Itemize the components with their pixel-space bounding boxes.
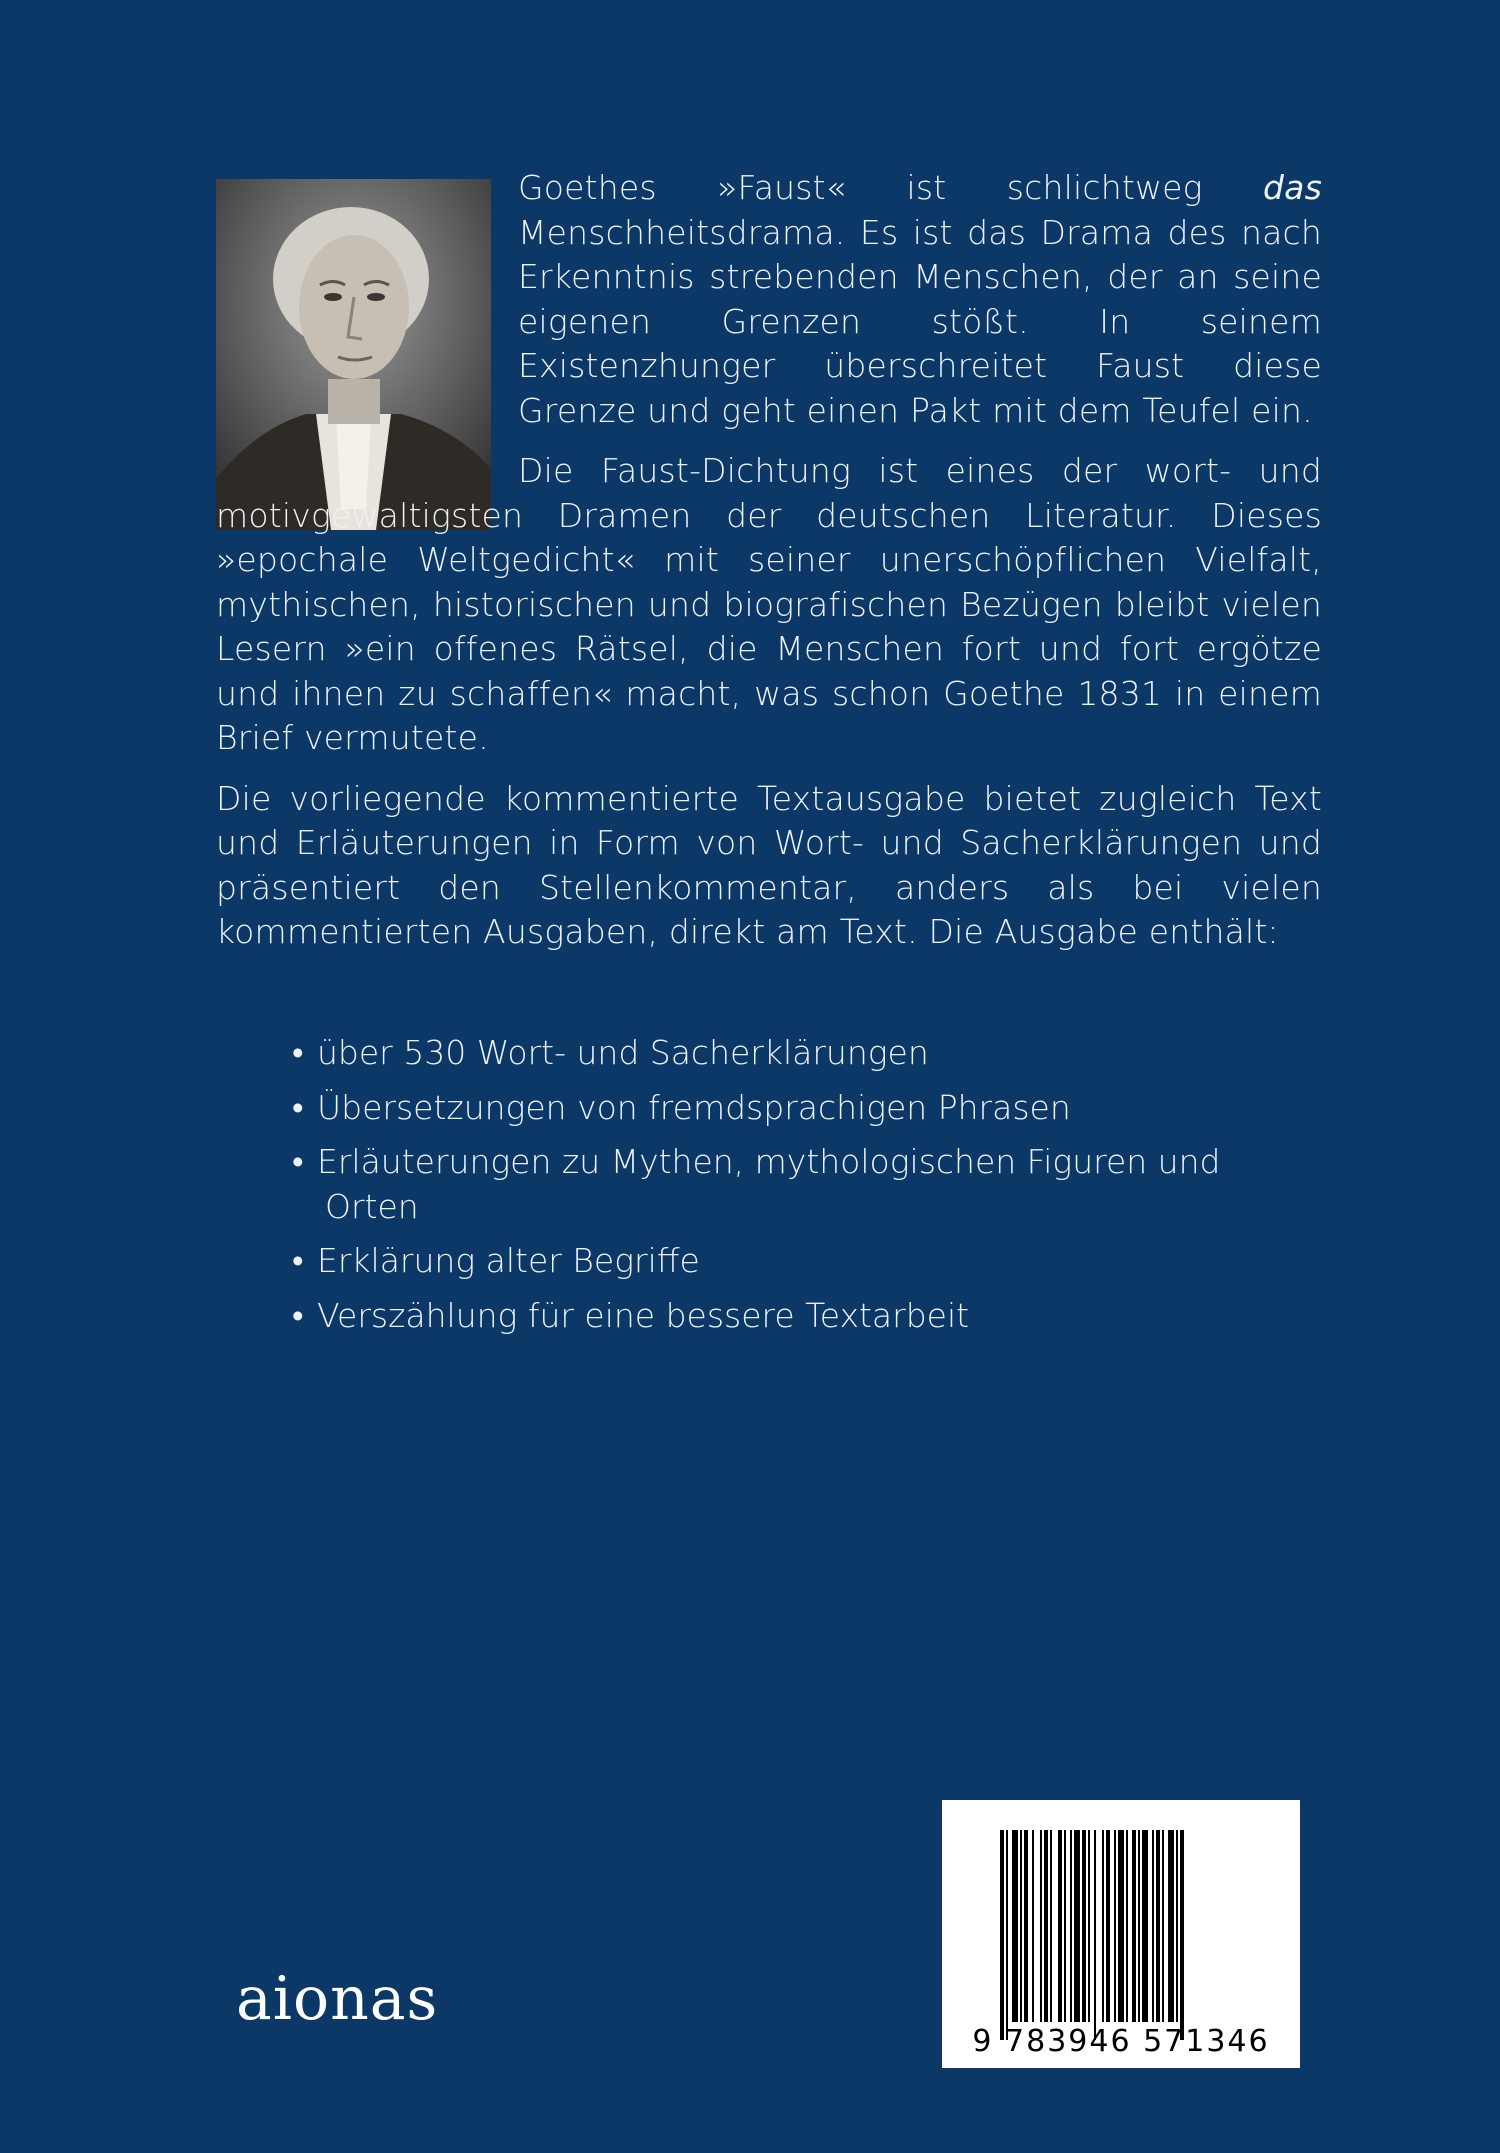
barcode-bar: [1138, 1830, 1140, 2022]
bullet-icon: •: [292, 1087, 304, 1127]
bullet-icon: •: [292, 1033, 304, 1072]
barcode-bar: [1088, 1830, 1090, 2022]
blurb-paragraph-1: [518, 166, 1322, 433]
feature-item: [292, 1239, 1292, 1284]
feature-text: Übersetzungen von fremdsprachigen Phrasen: [317, 1087, 1071, 1127]
barcode-bar: [1126, 1830, 1128, 2022]
barcode-bar: [1114, 1830, 1116, 2022]
feature-item: [292, 1140, 1292, 1229]
feature-item: [292, 1086, 1292, 1131]
barcode-bar: [1020, 1830, 1022, 2022]
p2-text: Die Faust-Dichtung ist eines der wort- und motivgewaltigsten Dramen der deutschen Literatur. Dieses »epochale Weltgedicht« mit seiner unerschöpflichen Vielfalt, mythischen, historischen und biografischen Bezügen bleibt vielen Lesern »ein offenes Rätsel, die Menschen fort und fort ergötze und ihnen zu schaffen« macht, was schon Goethe 1831 in einem Brief vermutete.: [216, 451, 1322, 757]
barcode-bar: [1132, 1830, 1136, 2022]
barcode-bar: [1064, 1830, 1066, 2022]
feature-text: Erklärung alter Begriffe: [317, 1241, 700, 1280]
feature-list: [292, 1031, 1292, 1348]
publisher-logo: aionas: [236, 1964, 439, 2034]
barcode-bar: [1012, 1830, 1018, 2022]
barcode-bar: [1000, 1830, 1004, 2040]
bullet-icon: •: [292, 1295, 304, 1335]
barcode-bar: [1050, 1830, 1052, 2022]
barcode-bar: [1040, 1830, 1042, 2022]
barcode-bar: [1152, 1830, 1154, 2022]
feature-item: [292, 1294, 1292, 1339]
bullet-icon: •: [292, 1241, 304, 1280]
feature-text: Verszählung für eine bessere Textarbeit: [317, 1295, 970, 1335]
barcode-bar: [1024, 1830, 1028, 2022]
feature-text: über 530 Wort- und Sacherklärungen: [317, 1033, 929, 1072]
barcode-bar: [1176, 1830, 1178, 2022]
p1-lead: Goethes »Faust« ist schlichtweg: [518, 168, 1264, 207]
isbn-barcode: [942, 1800, 1300, 2068]
feature-item: [292, 1031, 1292, 1076]
barcode-bar: [1102, 1830, 1104, 2022]
feature-text-continued: Orten: [325, 1186, 419, 1226]
barcode-bar: [1180, 1830, 1184, 2040]
barcode-bar: [1074, 1830, 1080, 2022]
barcode-bar: [1118, 1830, 1124, 2022]
bullet-icon: •: [292, 1142, 304, 1181]
barcode-bar: [1070, 1830, 1072, 2022]
p3-text: Die vorliegende kommentierte Textausgabe bietet zugleich Text und Erläuterungen in Form von Wort- und Sacherklärungen und präsentiert den Stellenkommentar, anders als bei vielen kommentierten Ausgaben, direkt am Text. Die Ausgabe enthält:: [216, 778, 1322, 951]
barcode-bar: [1082, 1830, 1086, 2022]
barcode-bar: [1094, 1830, 1096, 2040]
barcode-bar: [1058, 1830, 1062, 2022]
p1-emphasis: das: [1263, 168, 1322, 207]
barcode-bar: [1156, 1830, 1160, 2022]
isbn-number: 9 783946 571346: [972, 2024, 1270, 2059]
blurb-paragraph-3: [216, 777, 1322, 955]
blurb-paragraph-2: [216, 449, 1322, 761]
blurb-text: [216, 166, 1322, 971]
feature-text: Erläuterungen zu Mythen, mythologischen Figuren und: [317, 1142, 1221, 1181]
barcode-bar: [1032, 1830, 1034, 2022]
barcode-bar: [1168, 1830, 1174, 2022]
barcode-bar: [1162, 1830, 1164, 2022]
barcode-bar: [1044, 1830, 1048, 2022]
barcode-bar: [1106, 1830, 1110, 2022]
p1-rest: Menschheitsdrama. Es ist das Drama des nach Erkenntnis strebenden Menschen, der an seine eigenen Grenzen stößt. In seinem Existenzhunger überschreitet Faust diese Grenze und geht einen Pakt mit dem Teufel ein.: [518, 212, 1322, 430]
barcode-bar: [1142, 1830, 1148, 2022]
barcode-bar: [1006, 1830, 1008, 2040]
